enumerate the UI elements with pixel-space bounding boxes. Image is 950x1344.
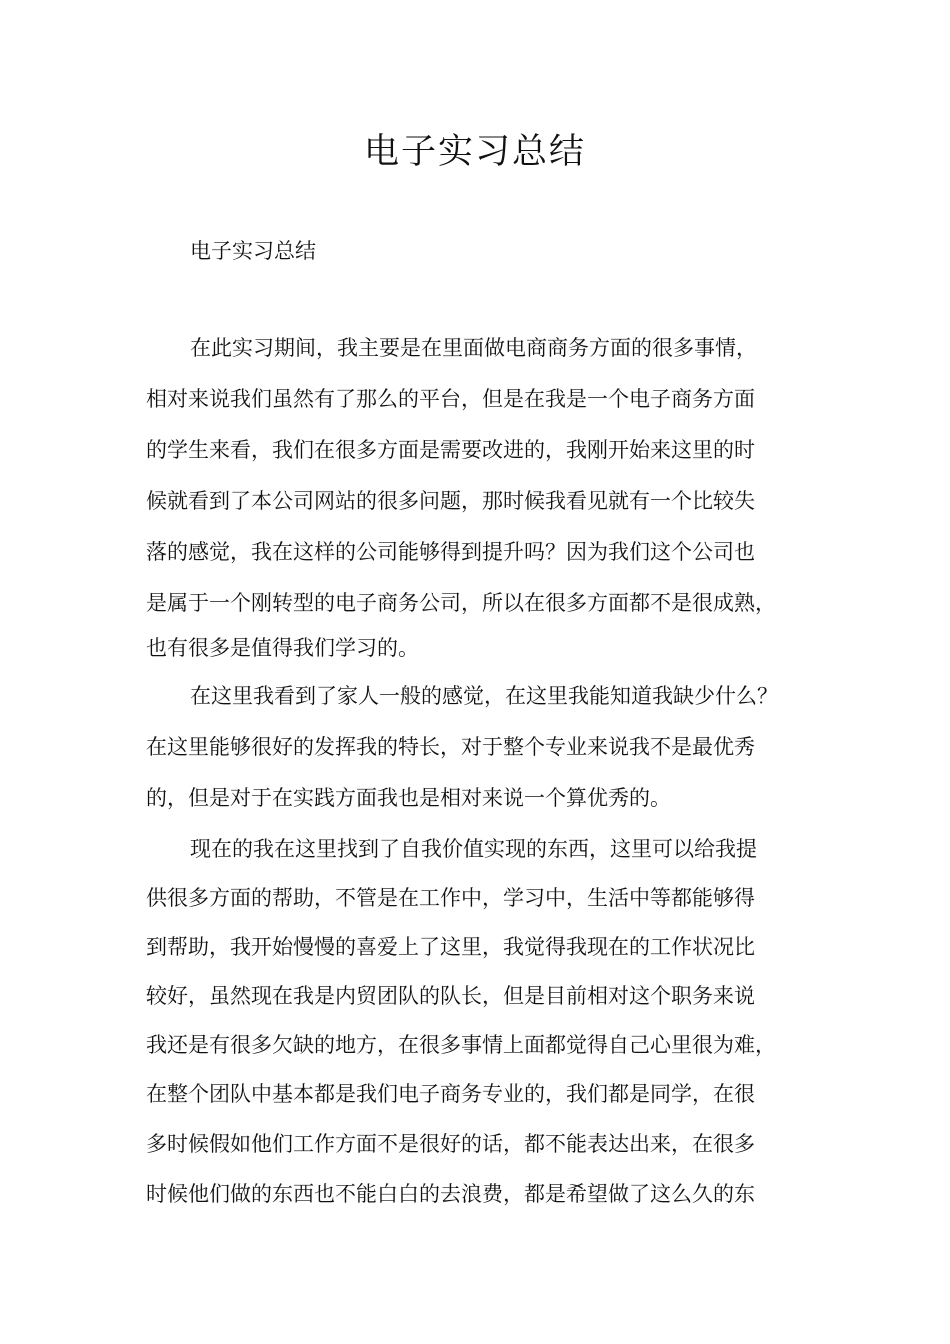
body-line: 在此实习期间，我主要是在里面做电商商务方面的很多事情， <box>190 336 757 360</box>
body-line: 供很多方面的帮助，不管是在工作中，学习中，生活中等都能够得 <box>146 886 755 910</box>
body-line: 相对来说我们虽然有了那么的平台，但是在我是一个电子商务方面 <box>146 387 755 411</box>
body-line: 时候他们做的东西也不能白白的去浪费，都是希望做了这么久的东 <box>146 1182 755 1206</box>
body-line: 的学生来看，我们在很多方面是需要改进的，我刚开始来这里的时 <box>146 438 755 462</box>
body-line: 到帮助，我开始慢慢的喜爱上了这里，我觉得我现在的工作状况比 <box>146 935 755 959</box>
document-title: 电子实习总结 <box>363 132 586 172</box>
body-line: 现在的我在这里找到了自我价值实现的东西，这里可以给我提 <box>190 837 757 861</box>
body-line: 较好，虽然现在我是内贸团队的队长，但是目前相对这个职务来说 <box>146 984 755 1008</box>
body-line: 在整个团队中基本都是我们电子商务专业的，我们都是同学，在很 <box>146 1082 755 1106</box>
body-line: 在这里能够很好的发挥我的特长，对于整个专业来说我不是最优秀 <box>146 735 755 759</box>
body-line: 多时候假如他们工作方面不是很好的话，都不能表达出来，在很多 <box>146 1132 755 1156</box>
body-line: 候就看到了本公司网站的很多问题，那时候我看见就有一个比较失 <box>146 489 755 513</box>
body-line: 的，但是对于在实践方面我也是相对来说一个算优秀的。 <box>146 786 671 810</box>
body-line: 是属于一个刚转型的电子商务公司，所以在很多方面都不是很成熟， <box>146 591 776 615</box>
body-line: 也有很多是值得我们学习的。 <box>146 636 419 660</box>
body-line: 我还是有很多欠缺的地方，在很多事情上面都觉得自己心里很为难， <box>146 1033 776 1057</box>
body-line: 落的感觉，我在这样的公司能够得到提升吗？因为我们这个公司也 <box>146 540 755 564</box>
document-subtitle: 电子实习总结 <box>190 239 316 263</box>
body-line: 在这里我看到了家人一般的感觉，在这里我能知道我缺少什么？ <box>190 684 778 708</box>
